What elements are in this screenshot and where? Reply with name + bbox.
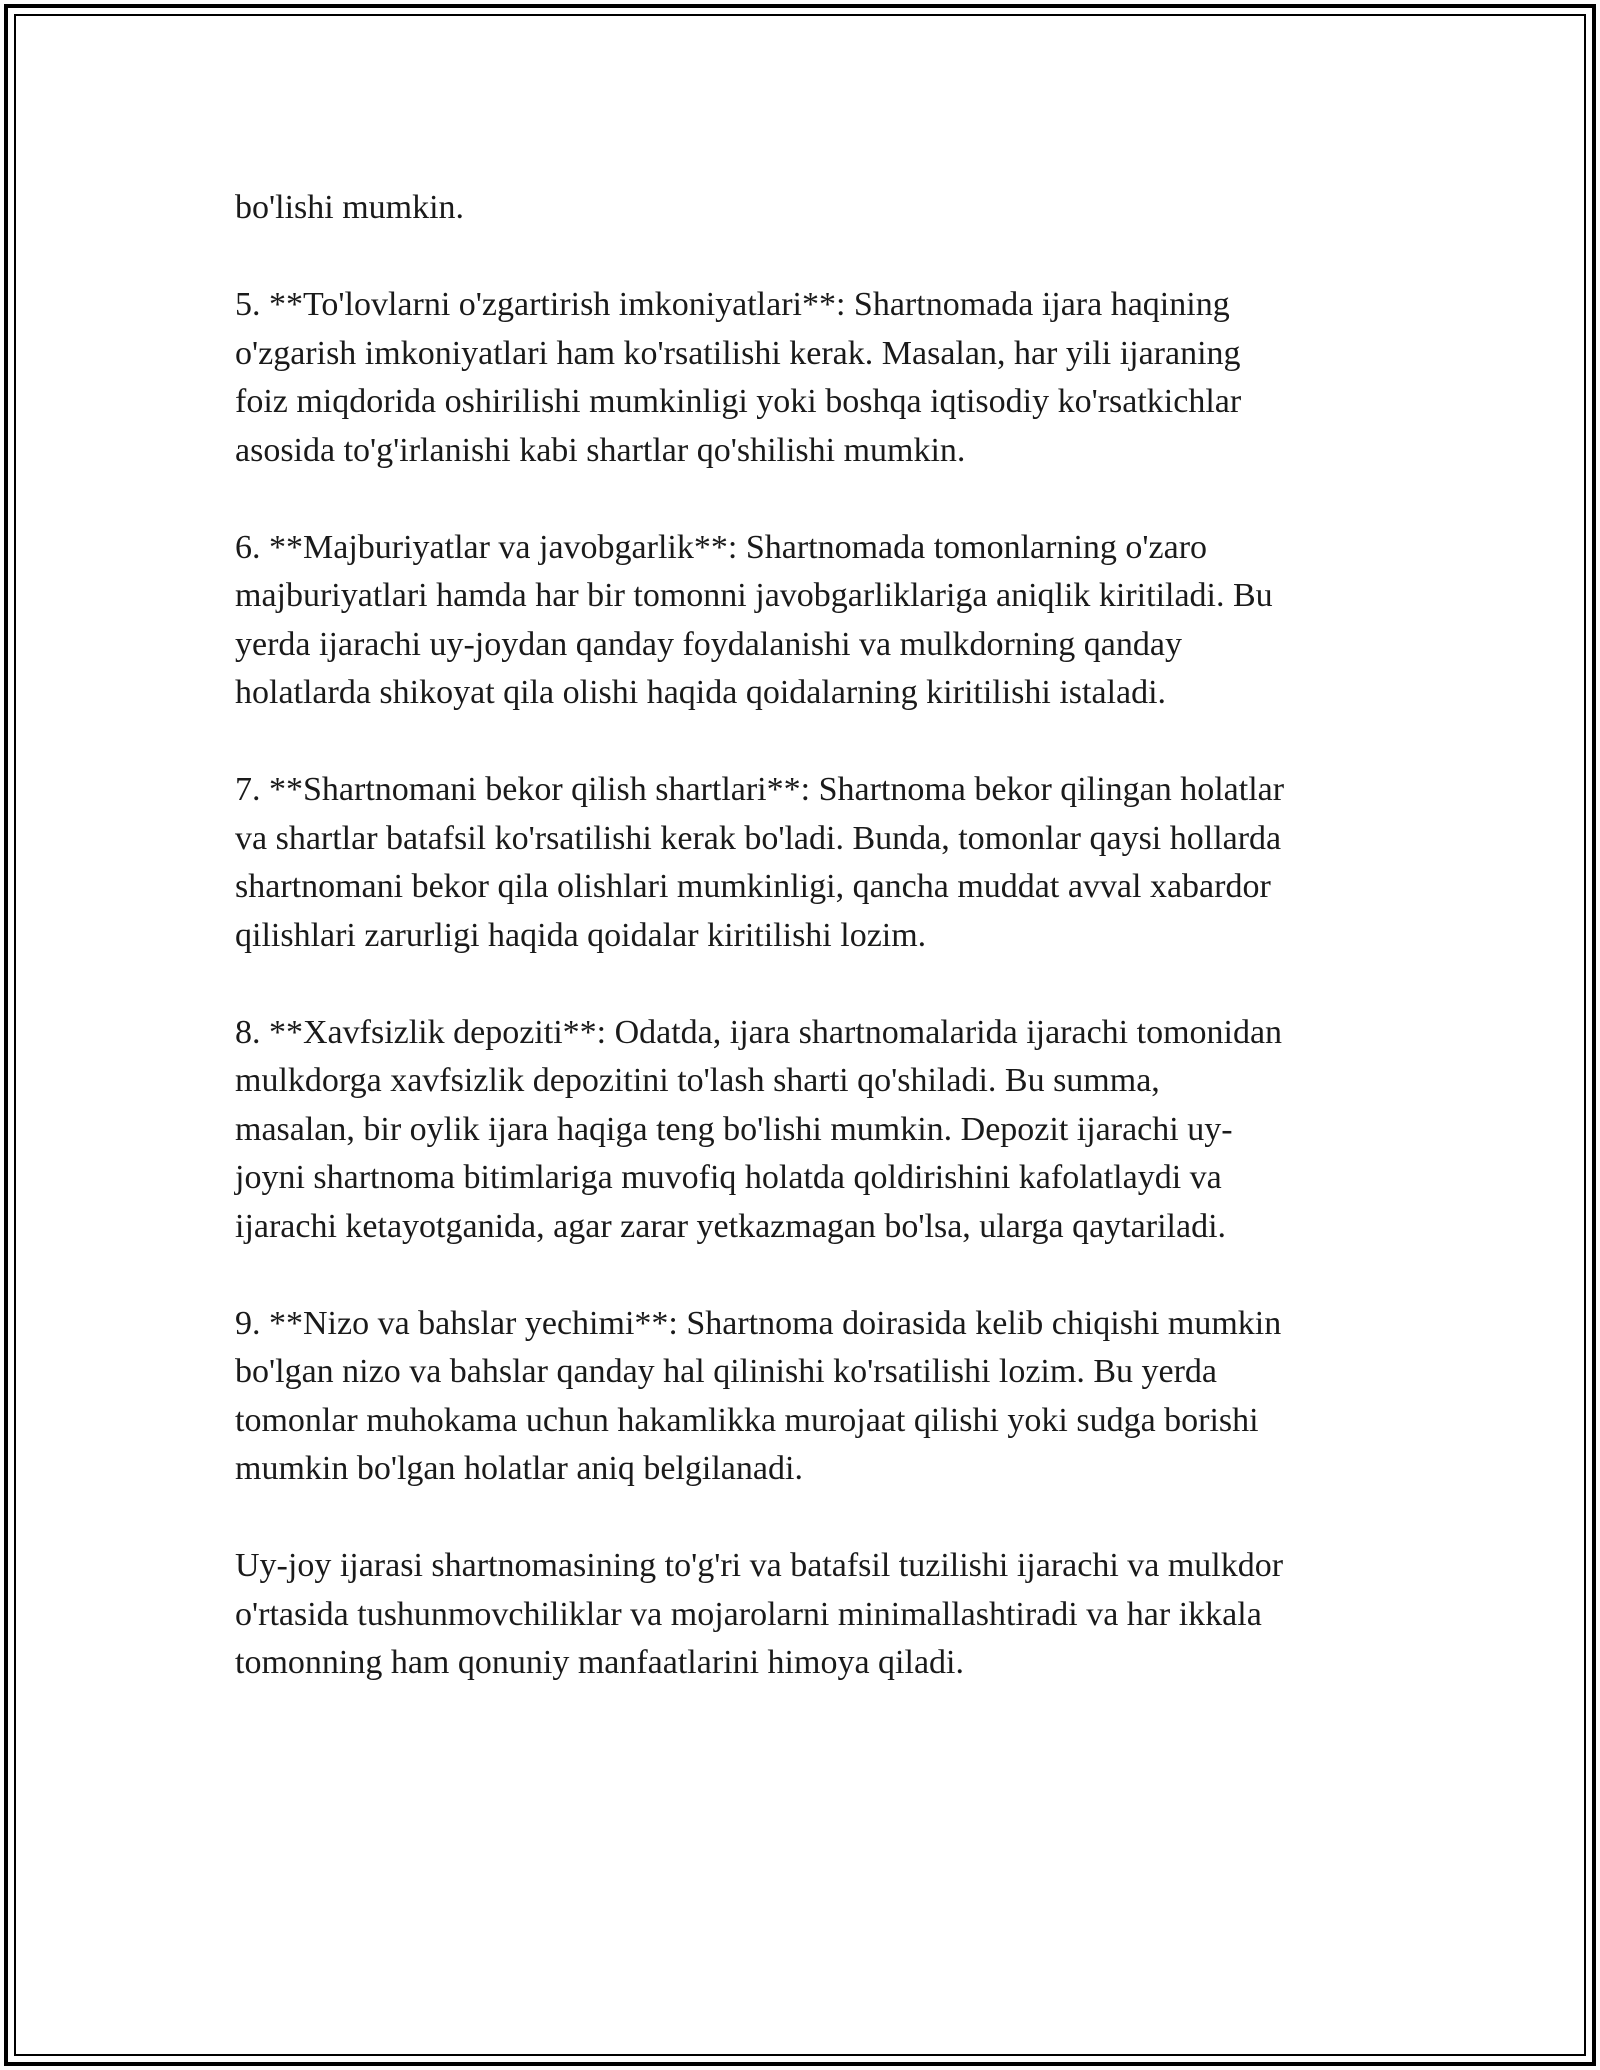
text-line: asosida to'g'irlanishi kabi shartlar qo'shilishi mumkin. bbox=[235, 431, 966, 469]
text-line: ijarachi ketayotganida, agar zarar yetkazmagan bo'lsa, ularga qaytariladi. bbox=[235, 1207, 1227, 1245]
paragraph-item-7 bbox=[235, 766, 1395, 960]
paragraph-item-9 bbox=[235, 1300, 1395, 1494]
text-line: mulkdorga xavfsizlik depozitini to'lash sharti qo'shiladi. Bu summa, bbox=[235, 1062, 1160, 1099]
paragraph-item-8 bbox=[235, 1009, 1395, 1252]
paragraph-continuation bbox=[235, 184, 1395, 233]
text-line: tomonlar muhokama uchun hakamlikka murojaat qilishi yoki sudga borishi bbox=[235, 1401, 1259, 1439]
text-line: 5. **To'lovlarni o'zgartirish imkoniyatlari**: Shartnomada ijara haqining bbox=[235, 286, 1230, 323]
text-line: masalan, bir oylik ijara haqiga teng bo'lishi mumkin. Depozit ijarachi uy- bbox=[235, 1110, 1233, 1148]
text-line: 7. **Shartnomani bekor qilish shartlari**: Shartnoma bekor qilingan holatlar bbox=[235, 771, 1285, 808]
paragraph-item-6 bbox=[235, 524, 1395, 718]
text-line: shartnomani bekor qila olishlari mumkinligi, qancha muddat avval xabardor bbox=[235, 868, 1271, 905]
text-line: mumkin bo'lgan holatlar aniq belgilanadi. bbox=[235, 1450, 803, 1487]
text-line: 9. **Nizo va bahslar yechimi**: Shartnoma doirasida kelib chiqishi mumkin bbox=[235, 1304, 1282, 1342]
text-line: o'zgarish imkoniyatlari ham ko'rsatilishi kerak. Masalan, har yili ijaraning bbox=[235, 334, 1241, 372]
text-line: qilishlari zarurligi haqida qoidalar kiritilishi lozim. bbox=[235, 916, 927, 954]
text-line: holatlarda shikoyat qila olishi haqida qoidalarning kiritilishi istaladi. bbox=[235, 674, 1167, 711]
text-line: foiz miqdorida oshirilishi mumkinligi yoki boshqa iqtisodiy ko'rsatkichlar bbox=[235, 383, 1242, 420]
paragraph-conclusion bbox=[235, 1542, 1395, 1688]
text-line: bo'lgan nizo va bahslar qanday hal qilinishi ko'rsatilishi lozim. Bu yerda bbox=[235, 1353, 1217, 1390]
text-line: 6. **Majburiyatlar va javobgarlik**: Shartnomada tomonlarning o'zaro bbox=[235, 528, 1208, 566]
text-line: tomonning ham qonuniy manfaatlarini himoya qiladi. bbox=[235, 1644, 964, 1681]
text-line: Uy-joy ijarasi shartnomasining to'g'ri va batafsil tuzilishi ijarachi va mulkdor bbox=[235, 1547, 1284, 1584]
text-line: o'rtasida tushunmovchiliklar va mojarolarni minimallashtiradi va har ikkala bbox=[235, 1595, 1262, 1633]
document-body bbox=[235, 184, 1395, 1736]
text-line: majburiyatlari hamda har bir tomonni javobgarliklariga aniqlik kiritiladi. Bu bbox=[235, 577, 1273, 614]
text-line: yerda ijarachi uy-joydan qanday foydalanishi va mulkdorning qanday bbox=[235, 625, 1182, 663]
text-line: 8. **Xavfsizlik depoziti**: Odatda, ijara shartnomalarida ijarachi tomonidan bbox=[235, 1013, 1283, 1051]
text-line: va shartlar batafsil ko'rsatilishi kerak bo'ladi. Bunda, tomonlar qaysi hollarda bbox=[235, 819, 1282, 857]
paragraph-item-5 bbox=[235, 281, 1395, 475]
text-line: joyni shartnoma bitimlariga muvofiq holatda qoldirishini kafolatlaydi va bbox=[235, 1159, 1222, 1196]
text-line: bo'lishi mumkin. bbox=[235, 189, 465, 226]
